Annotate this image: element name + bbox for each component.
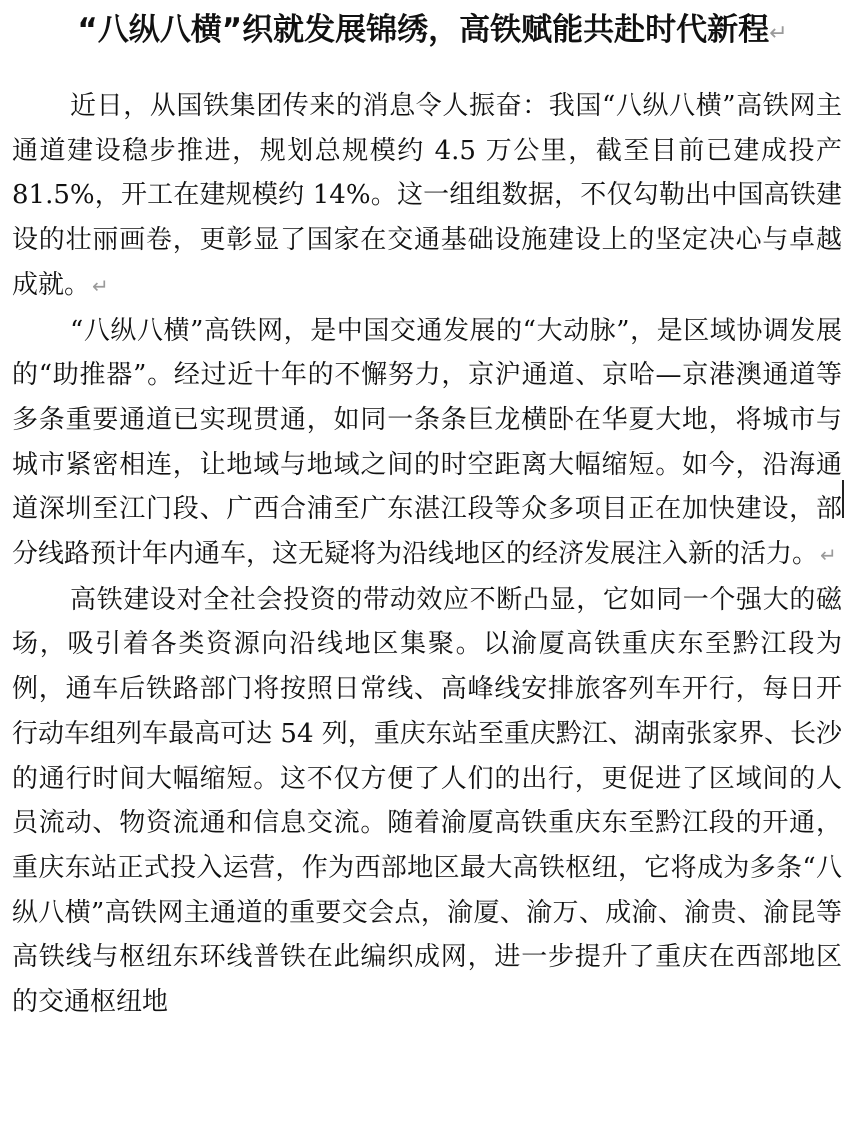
paragraph-1[interactable]: [12, 84, 842, 309]
document-body[interactable]: [12, 84, 842, 1025]
paragraph-mark-icon: ↵: [769, 21, 788, 46]
paragraph-3-text: 高铁建设对全社会投资的带动效应不断凸显，它如同一个强大的磁场，吸引着各类资源向沿线地区集聚。以渝厦高铁重庆东至黔江段为例，通车后铁路部门将按照日常线、高峰线安排旅客列车开行，每日开行动车组列车最高可达 54 列，重庆东站至重庆黔江、湖南张家界、长沙的通行时间大幅缩短。这不仅方便了人们的出行，更促进了区域间的人员流动、物资流通和信息交流。随着渝厦高铁重庆东至黔江段的开通，重庆东站正式投入运营，作为西部地区最大高铁枢纽，它将成为多条“八纵八横”高铁网主通道的重要交会点，渝厦、渝万、成渝、渝贵、渝昆等高铁线与枢纽东环线普铁在此编织成网，进一步提升了重庆在西部地区的交通枢纽地: [12, 584, 842, 1018]
document-title: [0, 8, 865, 56]
paragraph-mark-icon: ↵: [820, 543, 837, 568]
paragraph-1-text: 近日，从国铁集团传来的消息令人振奋：我国“八纵八横”高铁网主通道建设稳步推进，规划总规模约 4.5 万公里，截至目前已建成投产 81.5%，开工在建规模约 14%。这一组组数据，不仅勾勒出中国高铁建设的壮丽画卷，更彰显了国家在交通基础设施建设上的坚定决心与卓越成就。: [12, 91, 842, 300]
title-text: “八纵八横”织就发展锦绣，高铁赋能共赴时代新程: [77, 12, 770, 48]
paragraph-2-text: “八纵八横”高铁网，是中国交通发展的“大动脉”，是区域协调发展的“助推器”。经过近十年的不懈努力，京沪通道、京哈—京港澳通道等多条重要通道已实现贯通，如同一条条巨龙横卧在华夏大地，将城市与城市紧密相连，让地域与地域之间的时空距离大幅缩短。如今，沿海通道深圳至江门段、广西合浦至广东湛江段等众多项目正在加快建设，部分线路预计年内通车，这无疑将为沿线地区的经济发展注入新的活力。: [12, 315, 842, 570]
paragraph-mark-icon: ↵: [92, 273, 109, 298]
text-cursor: [842, 480, 844, 518]
paragraph-3[interactable]: [12, 578, 842, 1025]
paragraph-2[interactable]: [12, 309, 842, 578]
